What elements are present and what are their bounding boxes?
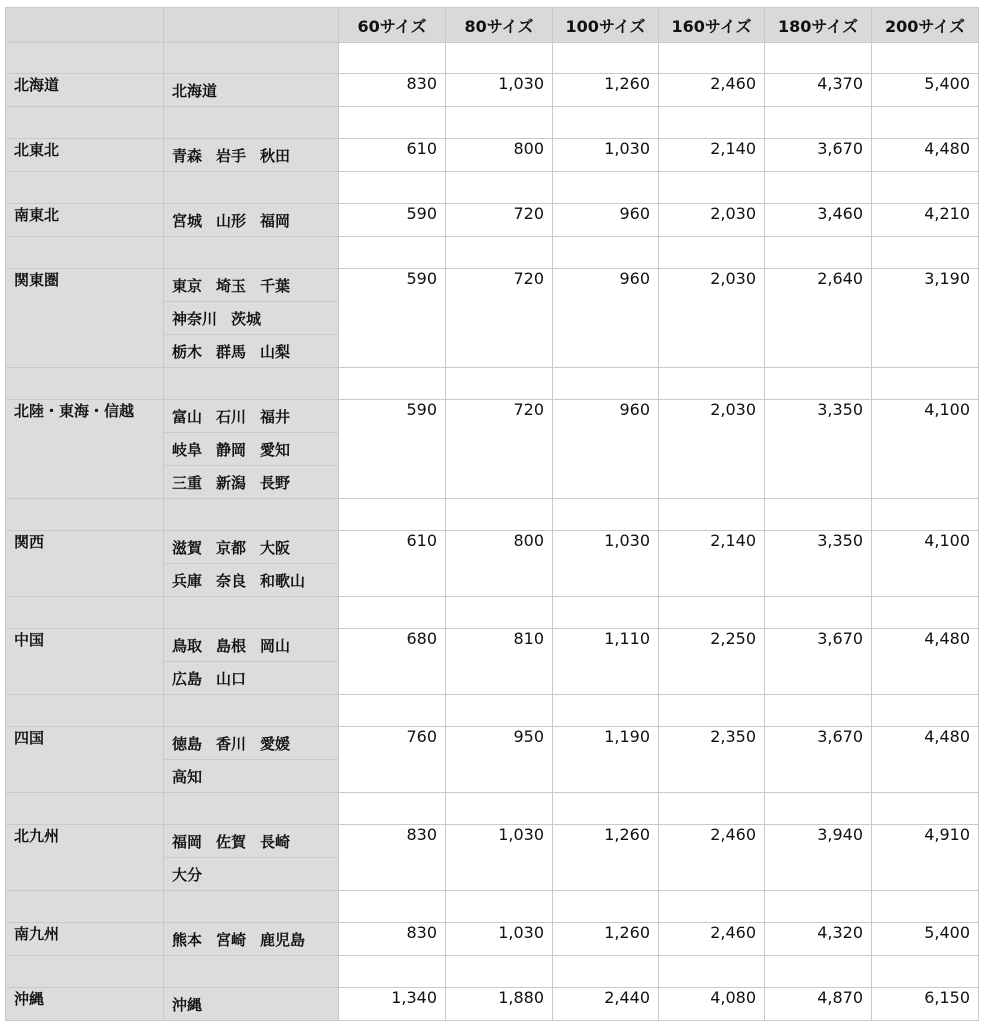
prefecture-cell <box>164 302 339 335</box>
spacer-price-cell <box>446 172 553 204</box>
spacer-price-cell <box>872 597 979 629</box>
price-cell: 4,100 <box>872 400 979 499</box>
prefecture-cell <box>164 988 339 1021</box>
prefecture-name: 岩手 <box>216 146 247 165</box>
price-cell: 590 <box>339 204 446 237</box>
spacer-price-cell <box>446 695 553 727</box>
prefecture-cell <box>164 727 339 760</box>
spacer-price-cell <box>339 368 446 400</box>
spacer-region-cell <box>6 172 164 204</box>
price-cell: 720 <box>446 204 553 237</box>
spacer-price-cell <box>765 107 872 139</box>
prefecture-name: 三重 <box>172 473 203 492</box>
spacer-price-cell <box>872 172 979 204</box>
price-cell: 2,030 <box>659 204 765 237</box>
price-cell: 830 <box>339 74 446 107</box>
prefecture-name: 千葉 <box>260 276 291 295</box>
spacer-region-cell <box>6 891 164 923</box>
spacer-price-cell <box>872 368 979 400</box>
spacer-row <box>6 499 979 531</box>
region-name-cell: 四国 <box>6 727 164 793</box>
region-name-cell: 北海道 <box>6 74 164 107</box>
spacer-prefecture-cell <box>164 107 339 139</box>
price-cell: 2,460 <box>659 74 765 107</box>
price-cell: 2,440 <box>553 988 659 1021</box>
price-cell: 5,400 <box>872 923 979 956</box>
spacer-prefecture-cell <box>164 499 339 531</box>
spacer-prefecture-cell <box>164 368 339 400</box>
price-cell: 760 <box>339 727 446 793</box>
spacer-price-cell <box>553 956 659 988</box>
spacer-price-cell <box>339 695 446 727</box>
region-row <box>6 139 979 172</box>
prefecture-name: 鳥取 <box>172 636 203 655</box>
price-cell: 4,080 <box>659 988 765 1021</box>
price-cell: 1,340 <box>339 988 446 1021</box>
region-row <box>6 204 979 237</box>
header-size-80: 80サイズ <box>446 8 553 43</box>
spacer-price-cell <box>872 43 979 74</box>
prefecture-cell <box>164 204 339 237</box>
spacer-row <box>6 695 979 727</box>
spacer-price-cell <box>553 597 659 629</box>
spacer-prefecture-cell <box>164 956 339 988</box>
spacer-price-cell <box>659 237 765 269</box>
spacer-price-cell <box>446 956 553 988</box>
price-cell: 4,480 <box>872 629 979 695</box>
prefecture-name: 広島 <box>172 669 203 688</box>
spacer-price-cell <box>553 891 659 923</box>
prefecture-name: 愛知 <box>260 440 291 459</box>
spacer-row <box>6 891 979 923</box>
prefecture-cell <box>164 760 339 793</box>
header-size-60: 60サイズ <box>339 8 446 43</box>
prefecture-name: 鹿児島 <box>260 930 306 949</box>
prefecture-cell <box>164 531 339 564</box>
spacer-price-cell <box>659 793 765 825</box>
prefecture-name: 熊本 <box>172 930 203 949</box>
prefecture-name: 東京 <box>172 276 203 295</box>
price-cell: 2,030 <box>659 269 765 368</box>
header-size-200: 200サイズ <box>872 8 979 43</box>
price-cell: 720 <box>446 400 553 499</box>
prefecture-name: 福岡 <box>260 211 291 230</box>
price-cell: 3,190 <box>872 269 979 368</box>
spacer-price-cell <box>765 43 872 74</box>
spacer-price-cell <box>765 695 872 727</box>
spacer-price-cell <box>339 891 446 923</box>
spacer-price-cell <box>446 793 553 825</box>
spacer-price-cell <box>872 956 979 988</box>
region-name-cell: 南東北 <box>6 204 164 237</box>
spacer-prefecture-cell <box>164 172 339 204</box>
prefecture-name: 山梨 <box>260 342 291 361</box>
price-cell: 830 <box>339 825 446 891</box>
price-cell: 590 <box>339 269 446 368</box>
prefecture-name: 群馬 <box>216 342 247 361</box>
price-cell: 2,030 <box>659 400 765 499</box>
spacer-price-cell <box>553 368 659 400</box>
spacer-row <box>6 956 979 988</box>
spacer-price-cell <box>339 499 446 531</box>
prefecture-name: 富山 <box>172 407 203 426</box>
price-cell: 590 <box>339 400 446 499</box>
spacer-price-cell <box>765 597 872 629</box>
spacer-price-cell <box>339 956 446 988</box>
price-cell: 610 <box>339 139 446 172</box>
price-cell: 4,320 <box>765 923 872 956</box>
region-name-cell: 沖縄 <box>6 988 164 1021</box>
spacer-price-cell <box>872 499 979 531</box>
prefecture-name: 福井 <box>260 407 291 426</box>
price-cell: 610 <box>339 531 446 597</box>
prefecture-name: 秋田 <box>260 146 291 165</box>
price-cell: 3,670 <box>765 727 872 793</box>
prefecture-cell <box>164 466 339 499</box>
spacer-price-cell <box>553 793 659 825</box>
price-cell: 5,400 <box>872 74 979 107</box>
spacer-price-cell <box>765 499 872 531</box>
spacer-price-cell <box>446 891 553 923</box>
spacer-price-cell <box>446 499 553 531</box>
prefecture-name: 兵庫 <box>172 571 203 590</box>
table-body <box>6 43 979 1021</box>
spacer-region-cell <box>6 43 164 74</box>
spacer-row <box>6 368 979 400</box>
price-cell: 960 <box>553 400 659 499</box>
spacer-price-cell <box>659 956 765 988</box>
spacer-price-cell <box>765 956 872 988</box>
spacer-price-cell <box>872 891 979 923</box>
spacer-price-cell <box>659 891 765 923</box>
prefecture-name: 愛媛 <box>260 734 291 753</box>
price-cell: 2,140 <box>659 531 765 597</box>
region-name-cell: 関東圏 <box>6 269 164 368</box>
header-region-cell <box>6 8 164 43</box>
region-row <box>6 923 979 956</box>
spacer-price-cell <box>765 793 872 825</box>
region-row <box>6 825 979 858</box>
spacer-price-cell <box>553 695 659 727</box>
price-cell: 4,910 <box>872 825 979 891</box>
spacer-price-cell <box>339 172 446 204</box>
prefecture-cell <box>164 269 339 302</box>
spacer-price-cell <box>765 172 872 204</box>
spacer-region-cell <box>6 499 164 531</box>
price-cell: 800 <box>446 139 553 172</box>
prefecture-name: 京都 <box>216 538 247 557</box>
spacer-region-cell <box>6 597 164 629</box>
prefecture-name: 大阪 <box>260 538 291 557</box>
price-cell: 1,880 <box>446 988 553 1021</box>
spacer-price-cell <box>872 237 979 269</box>
spacer-price-cell <box>659 368 765 400</box>
spacer-region-cell <box>6 695 164 727</box>
prefecture-cell <box>164 923 339 956</box>
price-cell: 1,030 <box>446 825 553 891</box>
spacer-prefecture-cell <box>164 237 339 269</box>
price-cell: 810 <box>446 629 553 695</box>
region-row <box>6 629 979 662</box>
price-cell: 1,030 <box>446 74 553 107</box>
prefecture-name: 沖縄 <box>172 995 203 1014</box>
spacer-region-cell <box>6 793 164 825</box>
spacer-price-cell <box>446 237 553 269</box>
spacer-price-cell <box>446 43 553 74</box>
price-cell: 4,100 <box>872 531 979 597</box>
prefecture-name: 徳島 <box>172 734 203 753</box>
prefecture-cell <box>164 433 339 466</box>
prefecture-name: 山形 <box>216 211 247 230</box>
prefecture-name: 島根 <box>216 636 247 655</box>
prefecture-cell <box>164 629 339 662</box>
spacer-row <box>6 793 979 825</box>
prefecture-cell <box>164 335 339 368</box>
spacer-row <box>6 237 979 269</box>
prefecture-name: 滋賀 <box>172 538 203 557</box>
spacer-row <box>6 43 979 74</box>
prefecture-name: 長崎 <box>260 832 291 851</box>
spacer-price-cell <box>339 597 446 629</box>
spacer-price-cell <box>553 107 659 139</box>
price-cell: 680 <box>339 629 446 695</box>
prefecture-cell <box>164 74 339 107</box>
price-cell: 1,030 <box>553 139 659 172</box>
price-cell: 1,260 <box>553 74 659 107</box>
prefecture-cell <box>164 858 339 891</box>
spacer-price-cell <box>446 597 553 629</box>
prefecture-name: 宮城 <box>172 211 203 230</box>
prefecture-name: 岡山 <box>260 636 291 655</box>
header-size-160: 160サイズ <box>659 8 765 43</box>
prefecture-name: 長野 <box>260 473 291 492</box>
price-cell: 3,350 <box>765 531 872 597</box>
price-cell: 1,260 <box>553 825 659 891</box>
price-cell: 830 <box>339 923 446 956</box>
spacer-price-cell <box>339 43 446 74</box>
spacer-price-cell <box>553 499 659 531</box>
prefecture-name: 大分 <box>172 865 203 884</box>
spacer-price-cell <box>765 891 872 923</box>
price-cell: 2,350 <box>659 727 765 793</box>
header-row <box>6 8 979 43</box>
price-cell: 1,030 <box>553 531 659 597</box>
prefecture-cell <box>164 400 339 433</box>
prefecture-name: 和歌山 <box>260 571 306 590</box>
price-cell: 1,190 <box>553 727 659 793</box>
prefecture-name: 宮崎 <box>216 930 247 949</box>
prefecture-name: 静岡 <box>216 440 247 459</box>
prefecture-cell <box>164 564 339 597</box>
region-row <box>6 269 979 302</box>
price-cell: 800 <box>446 531 553 597</box>
prefecture-name: 福岡 <box>172 832 203 851</box>
spacer-prefecture-cell <box>164 43 339 74</box>
spacer-region-cell <box>6 956 164 988</box>
spacer-price-cell <box>659 597 765 629</box>
prefecture-name: 山口 <box>216 669 247 688</box>
spacer-prefecture-cell <box>164 891 339 923</box>
prefecture-name: 石川 <box>216 407 247 426</box>
spacer-price-cell <box>339 237 446 269</box>
price-cell: 2,140 <box>659 139 765 172</box>
spacer-price-cell <box>446 368 553 400</box>
price-cell: 720 <box>446 269 553 368</box>
price-cell: 3,670 <box>765 139 872 172</box>
spacer-price-cell <box>659 695 765 727</box>
region-row <box>6 531 979 564</box>
spacer-price-cell <box>872 107 979 139</box>
prefecture-name: 北海道 <box>172 81 218 100</box>
region-row <box>6 988 979 1021</box>
prefecture-name: 岐阜 <box>172 440 203 459</box>
price-cell: 950 <box>446 727 553 793</box>
price-cell: 2,460 <box>659 825 765 891</box>
region-row <box>6 727 979 760</box>
spacer-price-cell <box>659 43 765 74</box>
spacer-region-cell <box>6 237 164 269</box>
prefecture-cell <box>164 662 339 695</box>
spacer-price-cell <box>446 107 553 139</box>
price-cell: 1,260 <box>553 923 659 956</box>
spacer-price-cell <box>765 368 872 400</box>
spacer-price-cell <box>339 107 446 139</box>
spacer-price-cell <box>553 172 659 204</box>
price-cell: 4,480 <box>872 139 979 172</box>
region-row <box>6 74 979 107</box>
spacer-price-cell <box>872 793 979 825</box>
prefecture-name: 佐賀 <box>216 832 247 851</box>
spacer-prefecture-cell <box>164 793 339 825</box>
price-cell: 1,030 <box>446 923 553 956</box>
spacer-price-cell <box>339 793 446 825</box>
price-cell: 4,870 <box>765 988 872 1021</box>
price-cell: 960 <box>553 269 659 368</box>
prefecture-name: 栃木 <box>172 342 203 361</box>
spacer-price-cell <box>659 172 765 204</box>
price-cell: 6,150 <box>872 988 979 1021</box>
price-cell: 2,250 <box>659 629 765 695</box>
prefecture-cell <box>164 139 339 172</box>
spacer-price-cell <box>872 695 979 727</box>
spacer-prefecture-cell <box>164 695 339 727</box>
prefecture-name: 新潟 <box>216 473 247 492</box>
region-name-cell: 南九州 <box>6 923 164 956</box>
price-cell: 4,370 <box>765 74 872 107</box>
region-name-cell: 北陸・東海・信越 <box>6 400 164 499</box>
prefecture-cell <box>164 825 339 858</box>
spacer-row <box>6 172 979 204</box>
prefecture-name: 奈良 <box>216 571 247 590</box>
prefecture-name: 高知 <box>172 767 203 786</box>
shipping-rate-table <box>5 7 979 1021</box>
price-cell: 2,460 <box>659 923 765 956</box>
header-size-100: 100サイズ <box>553 8 659 43</box>
prefecture-name: 神奈川 <box>172 309 218 328</box>
price-cell: 4,480 <box>872 727 979 793</box>
spacer-row <box>6 597 979 629</box>
price-cell: 3,670 <box>765 629 872 695</box>
prefecture-name: 香川 <box>216 734 247 753</box>
spacer-price-cell <box>553 237 659 269</box>
prefecture-name: 茨城 <box>231 309 262 328</box>
price-cell: 3,940 <box>765 825 872 891</box>
prefecture-name: 青森 <box>172 146 203 165</box>
spacer-price-cell <box>659 499 765 531</box>
spacer-prefecture-cell <box>164 597 339 629</box>
price-cell: 2,640 <box>765 269 872 368</box>
region-name-cell: 北東北 <box>6 139 164 172</box>
price-cell: 1,110 <box>553 629 659 695</box>
spacer-price-cell <box>553 43 659 74</box>
prefecture-name: 埼玉 <box>216 276 247 295</box>
spacer-region-cell <box>6 368 164 400</box>
price-cell: 3,460 <box>765 204 872 237</box>
region-row <box>6 400 979 433</box>
spacer-region-cell <box>6 107 164 139</box>
header-size-180: 180サイズ <box>765 8 872 43</box>
price-cell: 4,210 <box>872 204 979 237</box>
region-name-cell: 関西 <box>6 531 164 597</box>
spacer-price-cell <box>659 107 765 139</box>
spacer-row <box>6 107 979 139</box>
header-prefecture-cell <box>164 8 339 43</box>
price-cell: 960 <box>553 204 659 237</box>
region-name-cell: 北九州 <box>6 825 164 891</box>
region-name-cell: 中国 <box>6 629 164 695</box>
spacer-price-cell <box>765 237 872 269</box>
price-cell: 3,350 <box>765 400 872 499</box>
